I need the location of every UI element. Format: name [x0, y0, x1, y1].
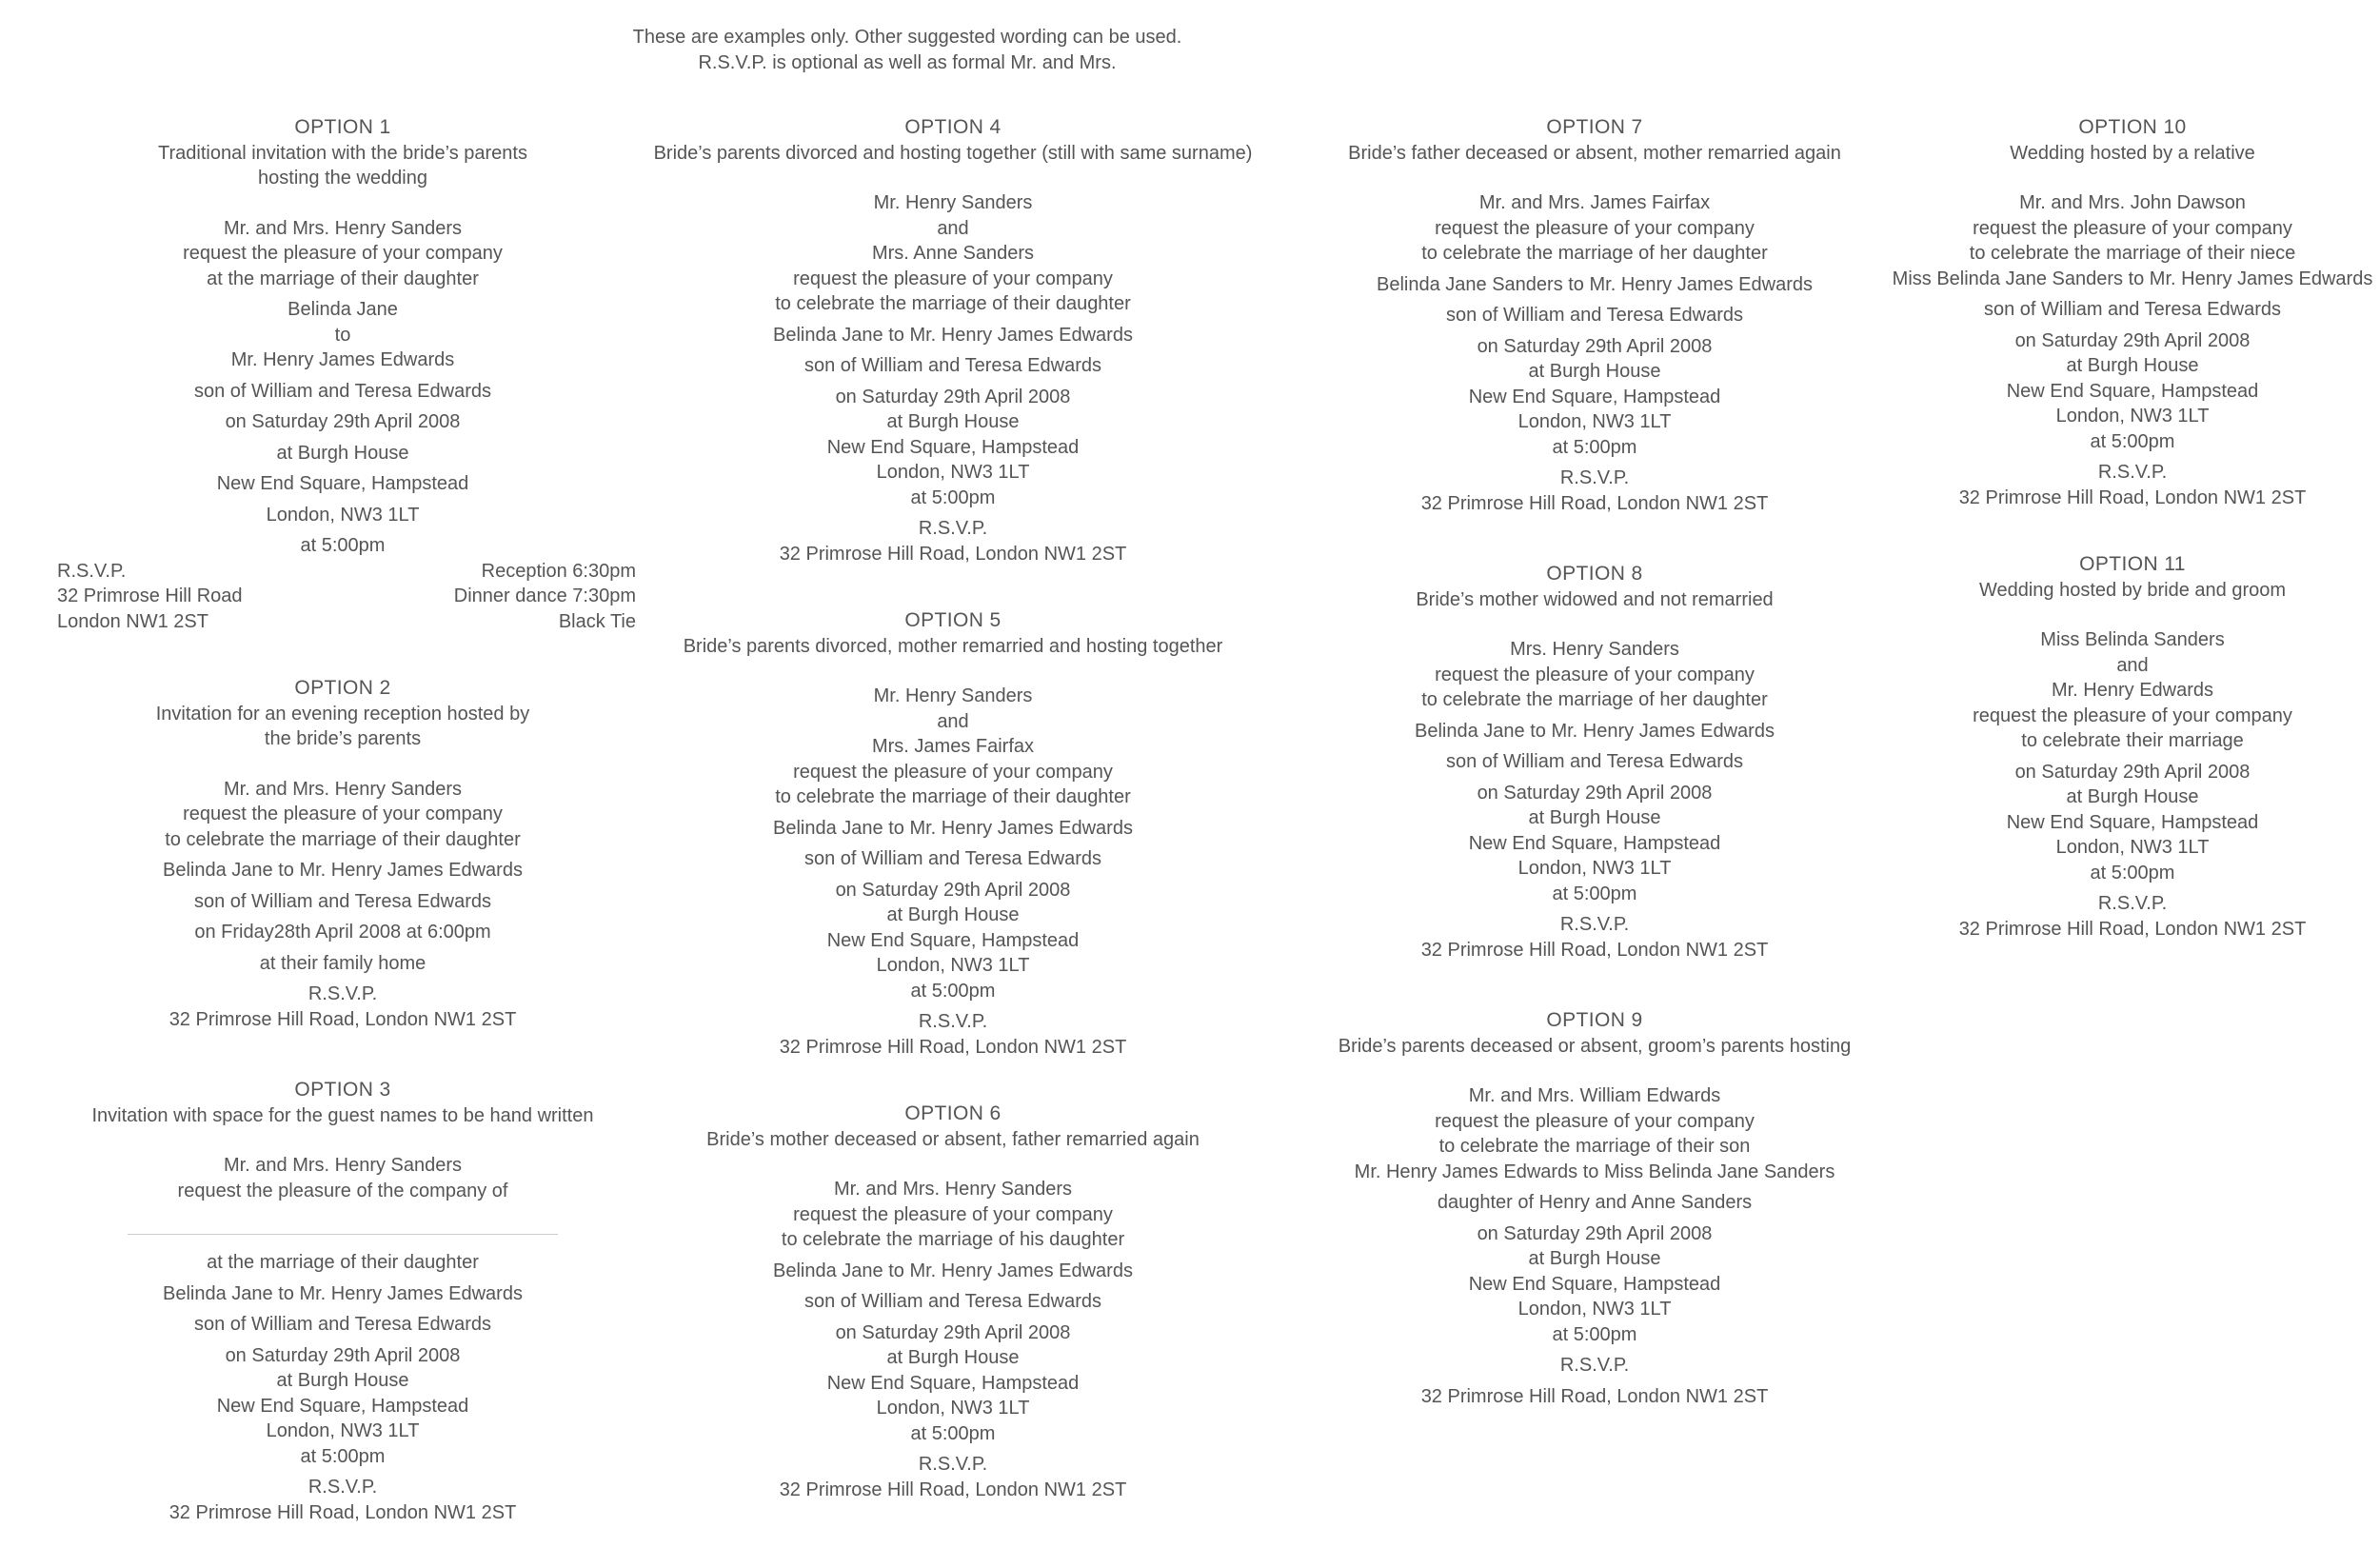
option-11 [1885, 552, 2380, 942]
invite-line: London, NW3 1LT [876, 1398, 1030, 1419]
invite-line: Miss Belinda Sanders [2040, 629, 2225, 650]
option-1 [38, 115, 647, 634]
option-description: Bride’s parents deceased or absent, groom’s parents hosting [1338, 1035, 1852, 1057]
invite-line: Mr. Henry Sanders [873, 192, 1033, 213]
option-title: OPTION 4 [904, 116, 1002, 138]
rsvp-label: R.S.V.P. [307, 983, 378, 1004]
invite-line: on Saturday 29th April 2008 [225, 411, 461, 432]
invite-line: Mr. and Mrs. Henry Sanders [223, 778, 463, 800]
invite-line: London, NW3 1LT [1517, 411, 1672, 432]
dinner-time: Dinner dance 7:30pm [453, 586, 636, 606]
invite-line: London, NW3 1LT [876, 462, 1030, 483]
invite-line: at Burgh House [2066, 786, 2199, 807]
invite-line: Belinda Jane to Mr. Henry James Edwards [773, 1260, 1133, 1281]
invite-line: London, NW3 1LT [1517, 858, 1672, 879]
option-9 [1285, 1008, 1904, 1409]
option-title: OPTION 9 [1546, 1009, 1643, 1031]
invite-line: at 5:00pm [910, 486, 996, 508]
invite-line: request the pleasure of your company [1973, 217, 2292, 239]
option-4 [647, 115, 1259, 566]
invite-line: Mr. and Mrs. Henry Sanders [223, 217, 463, 239]
invite-line: on Saturday 29th April 2008 [225, 1344, 461, 1366]
rsvp-label: R.S.V.P. [57, 560, 127, 582]
invite-line: to celebrate the marriage of their daughter [165, 828, 521, 850]
invite-line: Belinda Jane [288, 299, 398, 320]
rsvp-address: 32 Primrose Hill Road, London NW1 2ST [1420, 1385, 1769, 1407]
option-description: Bride’s mother widowed and not remarried [1416, 588, 1774, 610]
invite-line: at 5:00pm [910, 1422, 996, 1444]
option-description: hosting the wedding [258, 168, 427, 189]
invite-line: to celebrate the marriage of his daughter [781, 1229, 1125, 1250]
invite-line: son of William and Teresa Edwards [1984, 299, 2281, 320]
invite-line: on Saturday 29th April 2008 [1477, 335, 1713, 357]
option-title: OPTION 2 [294, 677, 391, 699]
option-7 [1285, 115, 1904, 516]
invite-line: and [2116, 654, 2149, 676]
invite-line: at Burgh House [276, 442, 409, 464]
option-description: Invitation with space for the guest names to be hand written [91, 1104, 594, 1126]
invite-line: request the pleasure of your company [183, 804, 503, 824]
option-title: OPTION 1 [294, 116, 391, 138]
invite-line: daughter of Henry and Anne Sanders [1437, 1192, 1753, 1213]
option-description: Wedding hosted by a relative [2010, 142, 2255, 164]
invite-line: Belinda Jane Sanders to Mr. Henry James Edwards [1377, 273, 1813, 295]
invite-line: and [937, 217, 969, 239]
invite-line: New End Square, Hampstead [826, 929, 1080, 951]
invite-line: to celebrate the marriage of their daughter [775, 786, 1131, 807]
invite-line: to celebrate the marriage of her daughter [1421, 689, 1768, 710]
invite-line: Mr. and Mrs. Henry Sanders [833, 1179, 1073, 1200]
invite-line: to celebrate the marriage of their niece [1969, 243, 2296, 264]
option-description: Bride’s parents divorced, mother remarried and hosting together [683, 635, 1223, 657]
invite-line: London, NW3 1LT [876, 955, 1030, 976]
invite-line: request the pleasure of your company [793, 761, 1113, 783]
invite-line: son of William and Teresa Edwards [194, 380, 491, 402]
option-title: OPTION 3 [294, 1079, 391, 1101]
invite-line: on Saturday 29th April 2008 [835, 879, 1071, 901]
option-title: OPTION 5 [904, 609, 1002, 631]
rsvp-address: 32 Primrose Hill Road, London NW1 2ST [1958, 486, 2307, 508]
invite-line: at Burgh House [2066, 355, 2199, 376]
invite-line: son of William and Teresa Edwards [194, 1314, 491, 1335]
invite-line: Miss Belinda Jane Sanders to Mr. Henry James Edwards [1892, 268, 2373, 289]
rsvp-address: London NW1 2ST [57, 610, 208, 632]
invite-line: request the pleasure of your company [1435, 1110, 1755, 1132]
invite-line: at Burgh House [886, 1347, 1020, 1368]
rsvp-address: 32 Primrose Hill Road, London NW1 2ST [169, 1501, 517, 1523]
invite-line: London, NW3 1LT [2055, 837, 2210, 858]
invite-line: on Saturday 29th April 2008 [1477, 782, 1713, 804]
invite-line: son of William and Teresa Edwards [194, 890, 491, 912]
invite-line: Mrs. Anne Sanders [871, 243, 1035, 264]
invite-line: Mr. and Mrs. Henry Sanders [223, 1155, 463, 1176]
invite-line: Mrs. Henry Sanders [1510, 639, 1679, 660]
option-6 [647, 1102, 1259, 1502]
option-description: Wedding hosted by bride and groom [1978, 579, 2287, 601]
rsvp-label: R.S.V.P. [1559, 1355, 1630, 1376]
invite-line: request the pleasure of your company [183, 243, 503, 264]
invite-line: to celebrate the marriage of their daughter [775, 293, 1131, 314]
rsvp-and-reception-block [57, 559, 636, 635]
invite-line: Mr. Henry Sanders [873, 685, 1033, 706]
reception-time: Reception 6:30pm [481, 560, 636, 582]
invite-line: London, NW3 1LT [2055, 406, 2210, 427]
invite-line: request the pleasure of the company of [177, 1180, 508, 1201]
rsvp-address: 32 Primrose Hill Road, London NW1 2ST [1420, 492, 1769, 514]
rsvp-address: 32 Primrose Hill Road, London NW1 2ST [1420, 939, 1769, 961]
invite-line: at Burgh House [886, 411, 1020, 432]
invite-line: to celebrate the marriage of their son [1438, 1136, 1751, 1157]
invite-line: London, NW3 1LT [1517, 1299, 1672, 1320]
rsvp-address: 32 Primrose Hill Road, London NW1 2ST [779, 1036, 1127, 1058]
invite-line: son of William and Teresa Edwards [804, 355, 1101, 376]
invite-line: New End Square, Hampstead [826, 1372, 1080, 1394]
invite-line: London, NW3 1LT [266, 504, 420, 526]
invite-line: Belinda Jane to Mr. Henry James Edwards [163, 860, 523, 881]
invite-line: at 5:00pm [300, 535, 386, 556]
invite-line: to celebrate the marriage of her daughter [1421, 243, 1768, 264]
invite-line: New End Square, Hampstead [2006, 811, 2259, 833]
invite-line: Mr. Henry James Edwards to Miss Belinda Jane Sanders [1354, 1161, 1835, 1182]
invite-line: at Burgh House [276, 1370, 409, 1391]
invite-line: New End Square, Hampstead [2006, 380, 2259, 402]
rsvp-address: 32 Primrose Hill Road [57, 586, 243, 606]
invite-line: Belinda Jane to Mr. Henry James Edwards [773, 324, 1133, 346]
invite-line: at 5:00pm [1552, 883, 1637, 904]
invite-line: Mr. and Mrs. William Edwards [1468, 1085, 1721, 1106]
invite-line: on Friday28th April 2008 at 6:00pm [194, 922, 491, 943]
invite-line: on Saturday 29th April 2008 [835, 386, 1071, 407]
invite-line: and [937, 710, 969, 732]
invite-line: son of William and Teresa Edwards [804, 1291, 1101, 1312]
column-4 [1885, 115, 2380, 942]
invite-line: at 5:00pm [2090, 430, 2175, 452]
guest-name-writing-line [128, 1234, 558, 1235]
intro-line-1: These are examples only. Other suggested wording can be used. [632, 27, 1182, 48]
invite-line: request the pleasure of your company [793, 1203, 1113, 1225]
invite-line: request the pleasure of your company [1435, 217, 1755, 239]
option-description: Traditional invitation with the bride’s parents [158, 142, 527, 164]
rsvp-label: R.S.V.P. [307, 1477, 378, 1498]
option-2 [38, 676, 647, 1032]
column-3 [1285, 115, 1904, 1409]
option-title: OPTION 11 [2079, 553, 2186, 575]
option-10 [1885, 115, 2380, 510]
invite-line: New End Square, Hampstead [1468, 832, 1721, 854]
invite-line: at 5:00pm [300, 1445, 386, 1467]
invite-line: at 5:00pm [910, 980, 996, 1002]
invite-line: request the pleasure of your company [1435, 664, 1755, 685]
column-2 [647, 115, 1259, 1502]
invite-line: at Burgh House [1528, 361, 1661, 382]
invite-line: London, NW3 1LT [266, 1420, 420, 1441]
intro-note [0, 25, 1815, 75]
invite-line: request the pleasure of your company [1973, 705, 2292, 726]
invite-line: New End Square, Hampstead [1468, 1273, 1721, 1295]
option-3 [38, 1078, 647, 1525]
option-8 [1285, 562, 1904, 963]
option-title: OPTION 10 [2078, 116, 2187, 138]
rsvp-address: 32 Primrose Hill Road, London NW1 2ST [779, 543, 1127, 565]
invite-line: New End Square, Hampstead [826, 436, 1080, 458]
option-title: OPTION 6 [904, 1102, 1002, 1124]
invite-line: to celebrate their marriage [2021, 730, 2244, 751]
invite-line: at Burgh House [886, 904, 1020, 925]
rsvp-label: R.S.V.P. [918, 518, 988, 539]
invite-line: on Saturday 29th April 2008 [1477, 1222, 1713, 1244]
option-description: the bride’s parents [264, 728, 422, 749]
invite-line: on Saturday 29th April 2008 [835, 1321, 1071, 1343]
rsvp-label: R.S.V.P. [918, 1454, 988, 1475]
option-5 [647, 608, 1259, 1060]
option-description: Bride’s mother deceased or absent, father remarried again [706, 1128, 1200, 1150]
invite-line: at the marriage of their daughter [207, 1252, 479, 1273]
invite-line: Belinda Jane to Mr. Henry James Edwards [1415, 720, 1775, 742]
invite-line: Mr. and Mrs. John Dawson [2019, 192, 2246, 213]
option-description: Invitation for an evening reception hosted by [155, 703, 530, 724]
invite-line: at 5:00pm [1552, 436, 1637, 458]
invite-line: New End Square, Hampstead [1468, 386, 1721, 407]
invite-line: Mr. and Mrs. James Fairfax [1478, 192, 1711, 213]
invite-line: Mr. Henry James Edwards [230, 349, 455, 370]
dress-code: Black Tie [558, 610, 636, 632]
rsvp-address: 32 Primrose Hill Road, London NW1 2ST [169, 1008, 517, 1030]
invite-line: at 5:00pm [2090, 862, 2175, 883]
invite-line: request the pleasure of your company [793, 268, 1113, 289]
rsvp-label: R.S.V.P. [1559, 914, 1630, 935]
rsvp-label: R.S.V.P. [2097, 462, 2168, 483]
invite-line: Belinda Jane to Mr. Henry James Edwards [773, 817, 1133, 839]
rsvp-label: R.S.V.P. [2097, 893, 2168, 914]
invite-line: son of William and Teresa Edwards [804, 848, 1101, 869]
invite-line: son of William and Teresa Edwards [1446, 305, 1743, 326]
invite-line: Mrs. James Fairfax [871, 736, 1035, 757]
option-title: OPTION 7 [1546, 116, 1643, 138]
column-1 [38, 115, 647, 1525]
invite-line: on Saturday 29th April 2008 [2014, 761, 2251, 783]
invite-line: to [334, 324, 351, 346]
invite-line: on Saturday 29th April 2008 [2014, 329, 2251, 351]
invite-line: Mr. Henry Edwards [2051, 680, 2214, 701]
rsvp-address: 32 Primrose Hill Road, London NW1 2ST [1958, 918, 2307, 940]
invite-line: New End Square, Hampstead [216, 473, 469, 494]
invite-line: at Burgh House [1528, 807, 1661, 828]
option-description: Bride’s parents divorced and hosting together (still with same surname) [653, 142, 1253, 164]
invite-line: Belinda Jane to Mr. Henry James Edwards [163, 1282, 523, 1304]
invite-line: son of William and Teresa Edwards [1446, 751, 1743, 772]
option-title: OPTION 8 [1546, 563, 1643, 585]
rsvp-address: 32 Primrose Hill Road, London NW1 2ST [779, 1479, 1127, 1500]
invite-line: at the marriage of their daughter [207, 268, 479, 289]
rsvp-label: R.S.V.P. [918, 1011, 988, 1032]
invite-line: at their family home [259, 952, 426, 974]
invite-line: at Burgh House [1528, 1248, 1661, 1269]
intro-line-2: R.S.V.P. is optional as well as formal Mr. and Mrs. [698, 51, 1117, 73]
option-description: Bride’s father deceased or absent, mother remarried again [1348, 142, 1841, 164]
invite-line: at 5:00pm [1552, 1323, 1637, 1345]
rsvp-label: R.S.V.P. [1559, 467, 1630, 488]
invite-line: New End Square, Hampstead [216, 1395, 469, 1417]
